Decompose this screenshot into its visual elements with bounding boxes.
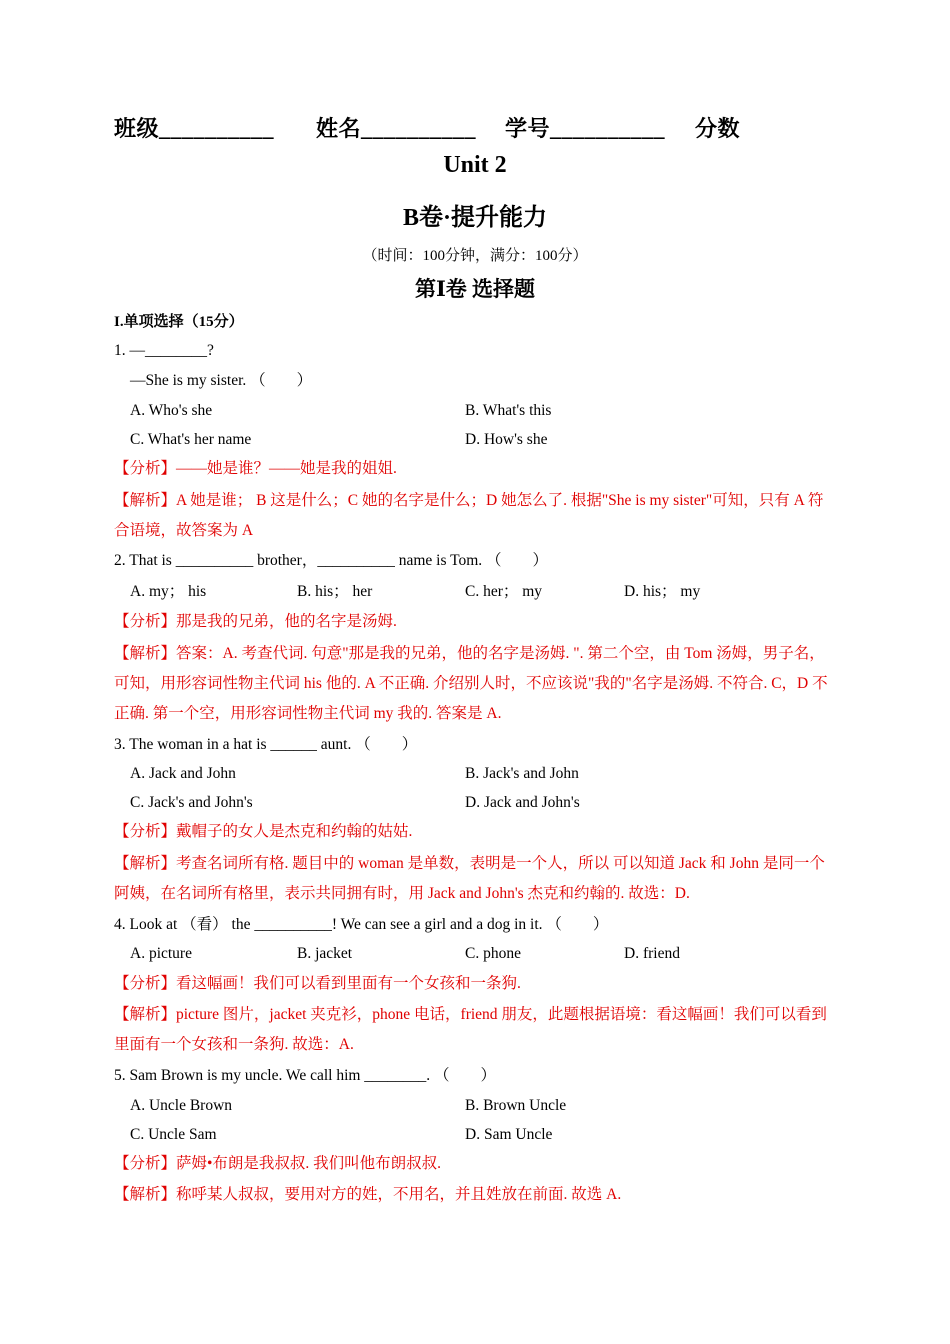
question-3-option-c: C. Jack's and John's	[130, 794, 253, 811]
question-2-stem: 2. That is __________ brother，__________ name is Tom. （ ）	[114, 552, 549, 569]
score-field-label: 分数	[695, 116, 741, 141]
section-heading: I.单项选择（15分）	[114, 314, 244, 330]
paper-subtitle: B卷·提升能力	[402, 205, 547, 231]
question-5-option-a: A. Uncle Brown	[130, 1097, 233, 1114]
question-1-stem: 1. —________?	[114, 342, 214, 359]
question-4-option-c: C. phone	[465, 945, 521, 962]
question-5-analysis: 【分析】萨姆•布朗是我叔叔. 我们叫他布朗叔叔.	[114, 1155, 442, 1172]
question-2-option-d: D. his； my	[624, 583, 701, 600]
class-field-label: 班级__________	[114, 116, 275, 141]
question-3-explanation: 【解析】考查名词所有格. 题目中的 woman 是单数，表明是一个人，所以 可以知道 Jack 和 John 是同一个阿姨，在名词所有格里，表示共同拥有时，用 Jack and John's 杰克和约翰的. 故选：D.	[114, 855, 825, 902]
question-5-explanation: 【解析】称呼某人叔叔，要用对方的姓，不用名，并且姓放在前面. 故选 A.	[114, 1186, 622, 1203]
question-3-option-b: B. Jack's and John	[465, 765, 579, 782]
unit-title: Unit 2	[443, 152, 507, 178]
question-2-option-b: B. his； her	[297, 583, 373, 600]
question-1-option-a: A. Who's she	[130, 402, 213, 419]
question-5-option-d: D. Sam Uncle	[465, 1126, 553, 1143]
question-1-analysis: 【分析】——她是谁？——她是我的姐姐.	[114, 460, 397, 477]
question-4-stem: 4. Look at （看） the __________! We can see a girl and a dog in it. （ ）	[114, 916, 609, 933]
question-4-explanation: 【解析】picture 图片，jacket 夹克衫，phone 电话，friend 朋友，此题根据语境：看这幅画！我们可以看到里面有一个女孩和一条狗. 故选：A.	[114, 1006, 827, 1053]
question-3-analysis: 【分析】戴帽子的女人是杰克和约翰的姑姑.	[114, 823, 413, 840]
question-4-option-b: B. jacket	[297, 945, 353, 962]
part-title: 第Ⅰ卷 选择题	[414, 277, 536, 301]
question-5-option-c: C. Uncle Sam	[130, 1126, 217, 1143]
question-5-stem: 5. Sam Brown is my uncle. We call him ________. （ ）	[114, 1067, 497, 1084]
question-3-stem: 3. The woman in a hat is ______ aunt. （ ）	[114, 736, 418, 753]
name-field-label: 姓名__________	[316, 116, 477, 141]
question-4-analysis: 【分析】看这幅画！我们可以看到里面有一个女孩和一条狗.	[114, 975, 521, 992]
question-4-option-d: D. friend	[624, 945, 680, 962]
question-5-option-b: B. Brown Uncle	[465, 1097, 567, 1114]
question-3-option-d: D. Jack and John's	[465, 794, 580, 811]
time-info: （时间：100分钟，满分：100分）	[362, 248, 588, 264]
question-1-option-d: D. How's she	[465, 431, 548, 448]
question-1-explanation: 【解析】A 她是谁； B 这是什么；C 她的名字是什么；D 她怎么了. 根据"She is my sister"可知，只有 A 符合语境，故答案为 A	[114, 492, 824, 539]
question-3-option-a: A. Jack and John	[130, 765, 236, 782]
question-2-explanation: 【解析】答案：A. 考查代词. 句意"那是我的兄弟，他的名字是汤姆. ". 第二个空，由 Tom 汤姆，男子名，可知，用形容词性物主代词 his 他的. A 不正确. 介绍别人时，不应该说"我的"名字是汤姆. 不符合. C，D 不正确. 第一个空，用形容词性物主代词 my 我的. 答案是 A.	[114, 645, 828, 722]
question-4-option-a: A. picture	[130, 945, 192, 962]
question-1-response: —She is my sister. （ ）	[130, 372, 313, 389]
question-2-option-a: A. my； his	[130, 583, 207, 600]
question-2-analysis: 【分析】那是我的兄弟，他的名字是汤姆.	[114, 613, 397, 630]
student-number-field-label: 学号__________	[505, 116, 666, 141]
question-2-option-c: C. her； my	[465, 583, 543, 600]
question-1-option-c: C. What's her name	[130, 431, 252, 448]
question-1-option-b: B. What's this	[465, 402, 552, 419]
